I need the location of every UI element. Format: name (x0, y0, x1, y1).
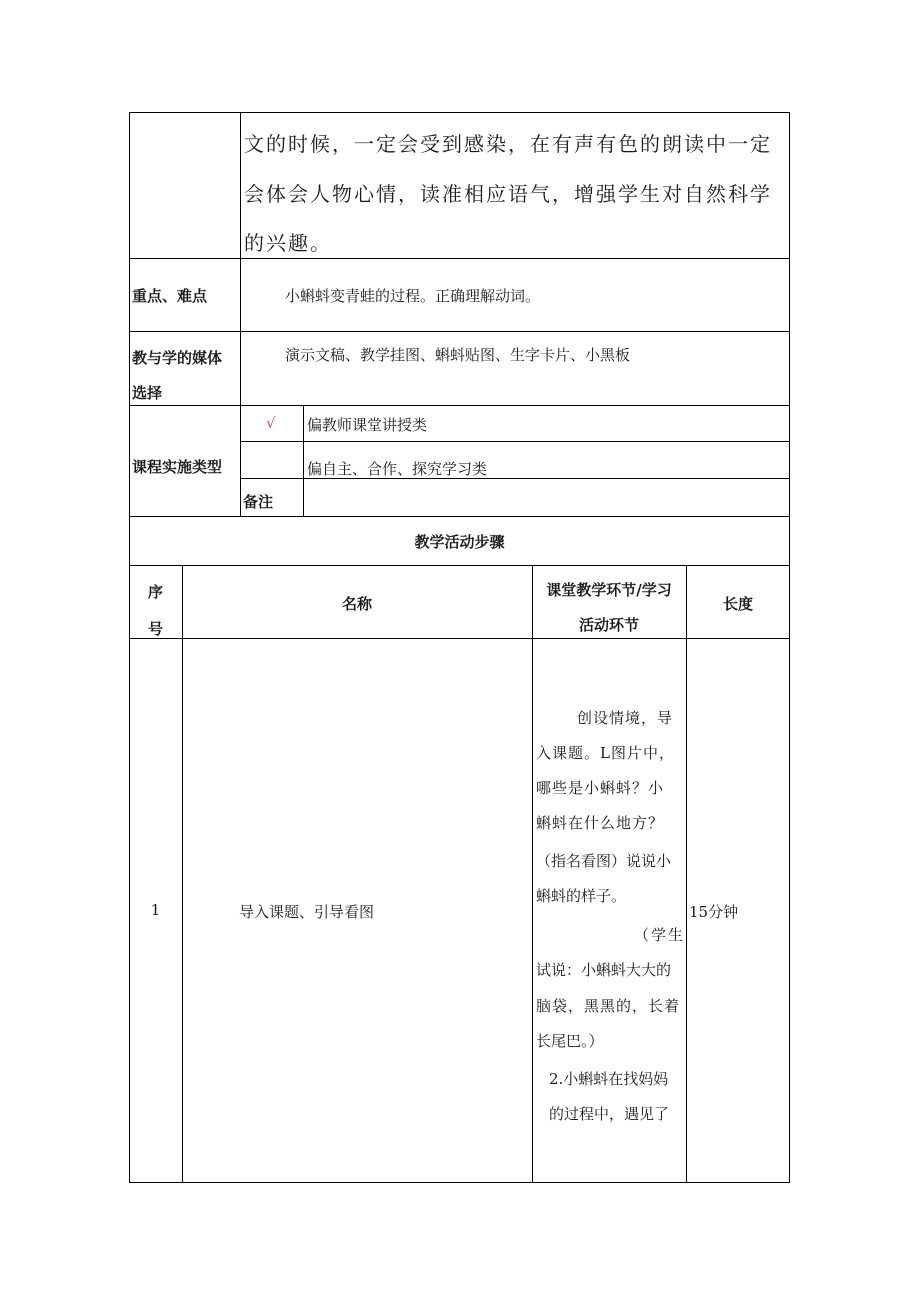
intro-line: 的兴趣。 (244, 231, 332, 255)
row-seq: 1 (150, 901, 161, 919)
media-value: 演示文稿、教学挂图、蝌蚪贴图、生字卡片、小黑板 (285, 346, 631, 364)
media-label: 教与学的媒体 (132, 349, 223, 367)
header-seq: 号 (147, 620, 163, 638)
key-points-value: 小蝌蚪变青蛙的过程。正确理解动词。 (285, 287, 541, 305)
detail-line: 入课题。L图片中， (536, 744, 675, 762)
course-type-option: 偏自主、合作、探究学习类 (307, 460, 488, 478)
header-stage: 课堂教学环节/学习 (546, 581, 672, 599)
header-name: 名称 (341, 595, 372, 613)
header-length: 长度 (722, 595, 753, 613)
intro-line: 会体会人物心情，读准相应语气，增强学生对自然科学 (244, 182, 772, 206)
detail-line: 蝌蚪在什么地方？ (536, 814, 665, 832)
detail-line: 2.小蝌蚪在找妈妈 (549, 1070, 669, 1088)
detail-line: 的过程中，遇见了 (549, 1105, 670, 1123)
detail-line: 创设情境，导 (577, 709, 674, 727)
remark-label: 备注 (243, 493, 274, 511)
row-name: 导入课题、引导看图 (239, 903, 375, 921)
row-length: 15分钟 (689, 903, 739, 921)
header-stage: 活动环节 (578, 616, 639, 634)
detail-line: 哪些是小蝌蚪？小 (536, 779, 665, 797)
key-points-label: 重点、难点 (132, 287, 208, 305)
header-seq: 序 (147, 583, 163, 601)
detail-line: 长尾巴。） (536, 1032, 604, 1050)
detail-line: （学生 (634, 926, 686, 944)
steps-title: 教学活动步骤 (414, 533, 505, 551)
detail-line: 脑袋，黑黑的，长着 (536, 997, 681, 1015)
detail-line: 蝌蚪的样子。 (536, 887, 627, 905)
detail-line: （指名看图）说说小 (536, 852, 672, 870)
check-mark-icon: √ (266, 414, 276, 432)
course-type-label: 课程实施类型 (132, 458, 223, 476)
intro-line: 文的时候，一定会受到感染，在有声有色的朗读中一定 (244, 132, 772, 156)
media-label: 选择 (132, 384, 163, 402)
course-type-option: 偏教师课堂讲授类 (307, 416, 428, 434)
detail-line: 试说：小蝌蚪大大的 (536, 961, 672, 979)
